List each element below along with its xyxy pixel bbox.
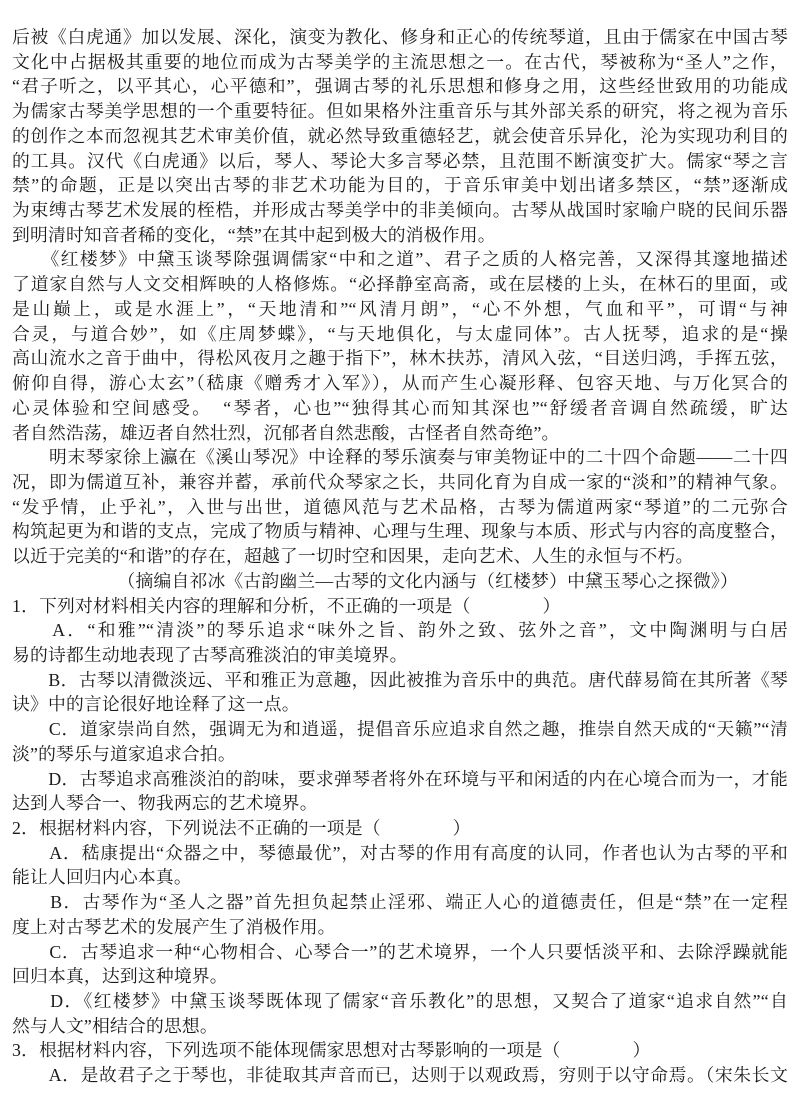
text-line-22: 以近于完美的“和谐”的存在，超越了一切时空和因果，走向艺术、人生的永恒与不朽。	[12, 546, 694, 567]
text-line-4: 为儒家古琴美学思想的一个重要特征。但如果格外注重音乐与其外部关系的研究，将之视为音乐	[12, 101, 788, 122]
text-line-42: 3．根据材料内容，下列选项不能体现儒家思想对古琴影响的一项是（ ）	[12, 1040, 651, 1061]
text-line-2: 文化中占据极其重要的地位而成为古琴美学的主流思想之一。在古代，琴被称为“圣人”之作，	[12, 51, 788, 72]
text-line-18: 明末琴家徐上瀛在《溪山琴况》中诠释的琴乐演奏与审美物证中的二十四个命题——二十四	[12, 447, 788, 468]
text-line-39: 回归本真，达到这种境界。	[12, 966, 228, 987]
text-line-9: 到明清时知音者稀的变化，“禁”在其中起到极大的消极作用。	[12, 224, 496, 245]
text-line-28: 诀》中的言论很好地诠释了这一点。	[12, 694, 300, 715]
text-line-13: 合灵，与道合妙”，如《庄周梦蝶》，“与天地俱化，与太虚同体”。古人抚琴，追求的是“操	[12, 323, 788, 344]
text-line-20: “发乎情，止乎礼”，入世与出世，道德风范与艺术品格，古琴为儒道两家“琴道”的二元弥合	[12, 496, 788, 517]
text-line-34: A．嵇康提出“众器之中，琴德最优”，对古琴的作用有高度的认同，作者也认为古琴的平和	[12, 842, 788, 863]
passage-text-container	[12, 25, 788, 1088]
text-line-31: D．古琴追求高雅淡泊的韵味，要求弹琴者将外在环境与平和闲适的内在心境合而为一，才能	[12, 768, 788, 789]
text-line-35: 能让人回归内心本真。	[12, 867, 192, 888]
text-line-12: 是山巅上，或是水涯上”，“天地清和”“风清月朗”，“心不外想，气血和平”，可谓“与神	[12, 298, 788, 319]
text-line-16: 心灵体验和空间感受。 “琴者，心也”“独得其心而知其深也”“舒缓者音调自然疏缓，旷达	[12, 397, 788, 418]
text-line-25: A．“和雅”“清淡”的琴乐追求“味外之旨、韵外之致、弦外之音”，文中陶渊明与白居	[12, 620, 788, 641]
text-line-43: A．是故君子之于琴也，非徒取其声音而已，达则于以观政焉，穷则于以守命焉。（宋朱长文	[12, 1065, 788, 1086]
text-line-23: （摘编自祁冰《古韵幽兰—古琴的文化内涵与（红楼梦）中黛玉琴心之探微》）	[117, 570, 738, 591]
text-line-11: 了道家自然与人文交相辉映的人格修炼。“必择静室高斋，或在层楼的上头，在林石的里面，或	[12, 274, 788, 295]
text-line-41: 然与人文”相结合的思想。	[12, 1015, 218, 1036]
text-line-36: B．古琴作为“圣人之器”首先担负起禁止淫邪、端正人心的道德责任，但是“禁”在一定程	[12, 892, 788, 913]
text-line-21: 构筑起更为和谐的支点，完成了物质与精神、心理与生理、现象与本质、形式与内容的高度整合，	[12, 521, 788, 542]
text-line-40: D．《红楼梦》中黛玉谈琴既体现了儒家“音乐教化”的思想，又契合了道家“追求自然”“自	[12, 991, 788, 1012]
text-line-24: 1．下列对材料相关内容的理解和分析，不正确的一项是（ ）	[12, 595, 561, 616]
text-line-14: 高山流水之音于曲中，得松风夜月之趣于指下”，林木扶苏，清风入弦，“目送归鸿，手挥五弦，	[12, 348, 788, 369]
text-line-10: 《红楼梦》中黛玉谈琴除强调儒家“中和之道”、君子之质的人格完善，又深得其邃地描述	[12, 249, 788, 270]
text-line-7: 禁”的命题，正是以突出古琴的非艺术功能为目的，于音乐审美中划出诸多禁区，“禁”逐渐成	[12, 175, 788, 196]
text-line-26: 易的诗都生动地表现了古琴高雅淡泊的审美境界。	[12, 644, 408, 665]
text-line-8: 为束缚古琴艺术发展的桎梏，并形成古琴美学中的非美倾向。古琴从战国时家喻户晓的民间乐器	[12, 200, 788, 221]
text-line-29: C．道家崇尚自然，强调无为和逍遥，提倡音乐应追求自然之趣，推崇自然天成的“天籁”“清	[12, 719, 788, 740]
text-line-3: “君子听之，以平其心，心平德和”，强调古琴的礼乐思想和修身之用，这些经世致用的功能成	[12, 76, 788, 97]
text-line-5: 的创作之本而忽视其艺术审美价值，就必然导致重德轻艺，就会使音乐异化，沦为实现功利目的	[12, 125, 788, 146]
text-line-15: 俯仰自得，游心太玄”（嵇康《赠秀才入军》），从而产生心凝形释、包容天地、与万化冥合的	[12, 373, 788, 394]
text-line-30: 淡”的琴乐与道家追求合拍。	[12, 743, 236, 764]
text-line-38: C．古琴追求一种“心物相合、心琴合一”的艺术境界，一个人只要恬淡平和、去除浮躁就能	[12, 941, 788, 962]
text-line-6: 的工具。汉代《白虎通》以后，琴人、琴论大多言琴必禁，且范围不断演变扩大。儒家“琴之言	[12, 150, 788, 171]
text-line-1: 后被《白虎通》加以发展、深化，演变为教化、修身和正心的传统琴道，且由于儒家在中国古琴	[12, 27, 788, 47]
text-line-19: 况，即为儒道互补，兼容并蓄，承前代众琴家之长，共同化育为自成一家的“淡和”的精神气象。	[12, 471, 788, 492]
text-line-37: 度上对古琴艺术的发展产生了消极作用。	[12, 916, 336, 937]
text-line-33: 2．根据材料内容，下列说法不正确的一项是（ ）	[12, 818, 471, 838]
text-line-27: B．古琴以清微淡远、平和雅正为意趣，因此被推为音乐中的典范。唐代薛易简在其所著《琴	[12, 669, 788, 690]
text-line-32: 达到人琴合一、物我两忘的艺术境界。	[12, 793, 318, 814]
text-line-17: 者自然浩荡，雄迈者自然壮烈，沉郁者自然悲酸，古怪者自然奇绝”。	[12, 422, 560, 443]
